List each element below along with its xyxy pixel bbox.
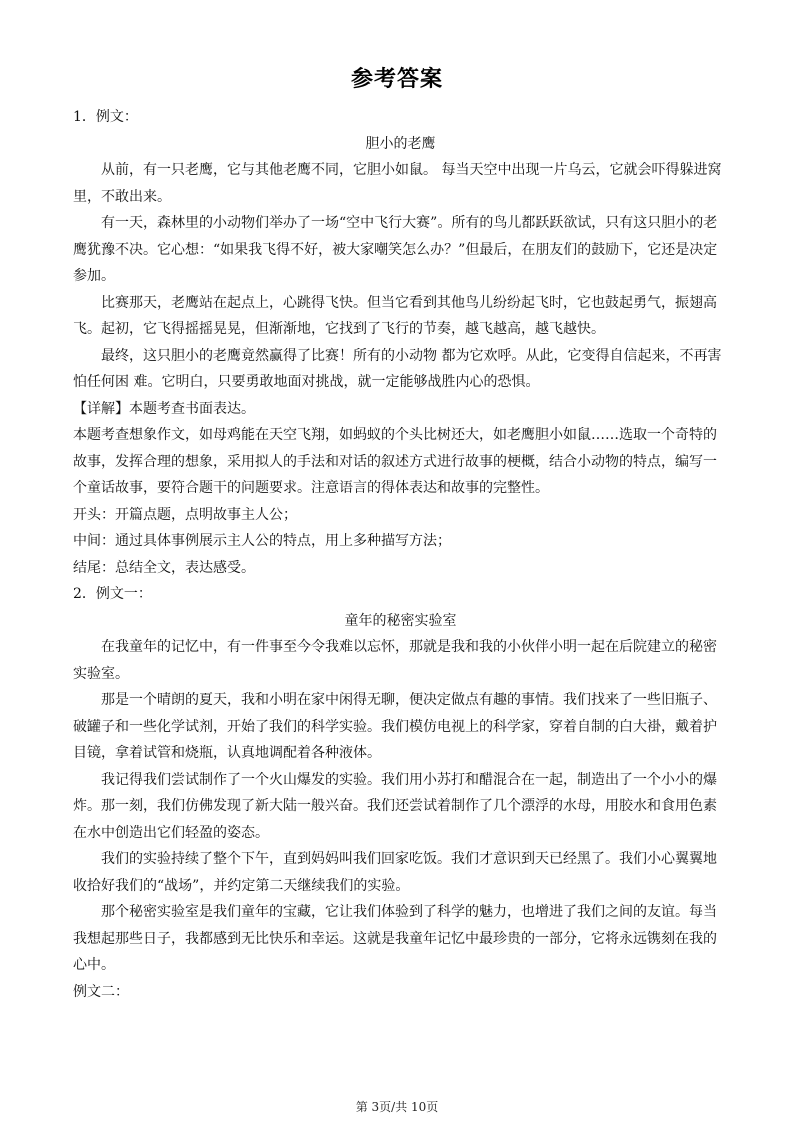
essay-1-title: 胆小的老鹰 [365,135,436,152]
essay-2-paragraph: 在我童年的记忆中，有一件事至今令我难以忘怀，那就是我和我的小伙伴小明一起在后院建立的秘密实验室。 [73,639,717,682]
essay-1-paragraph: 从前，有一只老鹰，它与其他老鹰不同，它胆小如鼠。 每当天空中出现一片乌云，它就会吓得躲进窝里，不敢出来。 [73,162,722,205]
essay-2-paragraph: 那是一个晴朗的夏天，我和小明在家中闲得无聊，便决定做点有趣的事情。我们找来了一些旧瓶子、破罐子和一些化学试剂，开始了我们的科学实验。我们模仿电视上的科学家，穿着自制的白大褂，戴着护目镜，拿着试管和烧瓶，认真地调配着各种液体。 [73,692,717,761]
essay-1-paragraph: 有一天，森林里的小动物们举办了一场“空中飞行大赛”。所有的鸟儿都跃跃欲试，只有这只胆小的老鹰犹豫不决。它心想：“如果我飞得不好，被大家嘲笑怎么办？”但最后，在朋友们的鼓励下，它还是决定参加。 [73,215,718,284]
answer-content [73,104,728,1005]
question-1-label: 1．例文： [73,109,138,125]
essay-1-paragraph: 最终，这只胆小的老鹰竟然赢得了比赛！所有的小动物 都为它欢呼。从此，它变得自信起来，不再害怕任何困 难。它明白，只要勇敢地面对挑战，就一定能够战胜内心的恐惧。 [73,347,722,390]
outline-item: 结尾：总结全文，表达感受。 [73,559,255,576]
essay-2-paragraph: 那个秘密实验室是我们童年的宝藏，它让我们体验到了科学的魅力，也增进了我们之间的友谊。每当我想起那些日子，我都感到无比快乐和幸运。这就是我童年记忆中最珍贵的一部分，它将永远镌刻在我的心中。 [73,904,717,973]
example-2-label: 例文二： [73,983,129,1000]
page-title: 参考答案 [350,67,443,92]
essay-2-paragraph: 我们的实验持续了整个下午，直到妈妈叫我们回家吃饭。我们才意识到天已经黑了。我们小心翼翼地收拾好我们的“战场”，并约定第二天继续我们的实验。 [73,851,717,894]
essay-1-paragraph: 比赛那天，老鹰站在起点上，心跳得飞快。但当它看到其他鸟儿纷纷起飞时，它也鼓起勇气，振翅高飞。起初，它飞得摇摇晃晃，但渐渐地，它找到了飞行的节奏，越飞越高，越飞越快。 [73,294,717,337]
detail-text: 本题考查想象作文，如母鸡能在天空飞翔，如蚂蚁的个头比树还大，如老鹰胆小如鼠……选取一个奇特的故事，发挥合理的想象，采用拟人的手法和对话的叙述方式进行故事的梗概，结合小动物的特点，编写一个童话故事，要符合题干的问题要求。注意语言的得体表达和故事的完整性。 [73,427,717,496]
outline-item: 中间：通过具体事例展示主人公的特点，用上多种描写方法； [73,533,451,549]
detail-label: 【详解】本题考查书面表达。 [73,400,255,417]
essay-2-paragraph: 我记得我们尝试制作了一个火山爆发的实验。我们用小苏打和醋混合在一起，制造出了一个小小的爆炸。那一刻，我们仿佛发现了新大陆一般兴奋。我们还尝试着制作了几个漂浮的水母，用胶水和食用色素在水中创造出它们轻盈的姿态。 [73,771,717,841]
essay-2-title: 童年的秘密实验室 [344,612,457,629]
page-footer: 第 3页/共 10页 [355,1100,439,1114]
outline-item: 开头：开篇点题，点明故事主人公； [73,506,297,523]
question-2-label: 2．例文一： [73,586,152,602]
